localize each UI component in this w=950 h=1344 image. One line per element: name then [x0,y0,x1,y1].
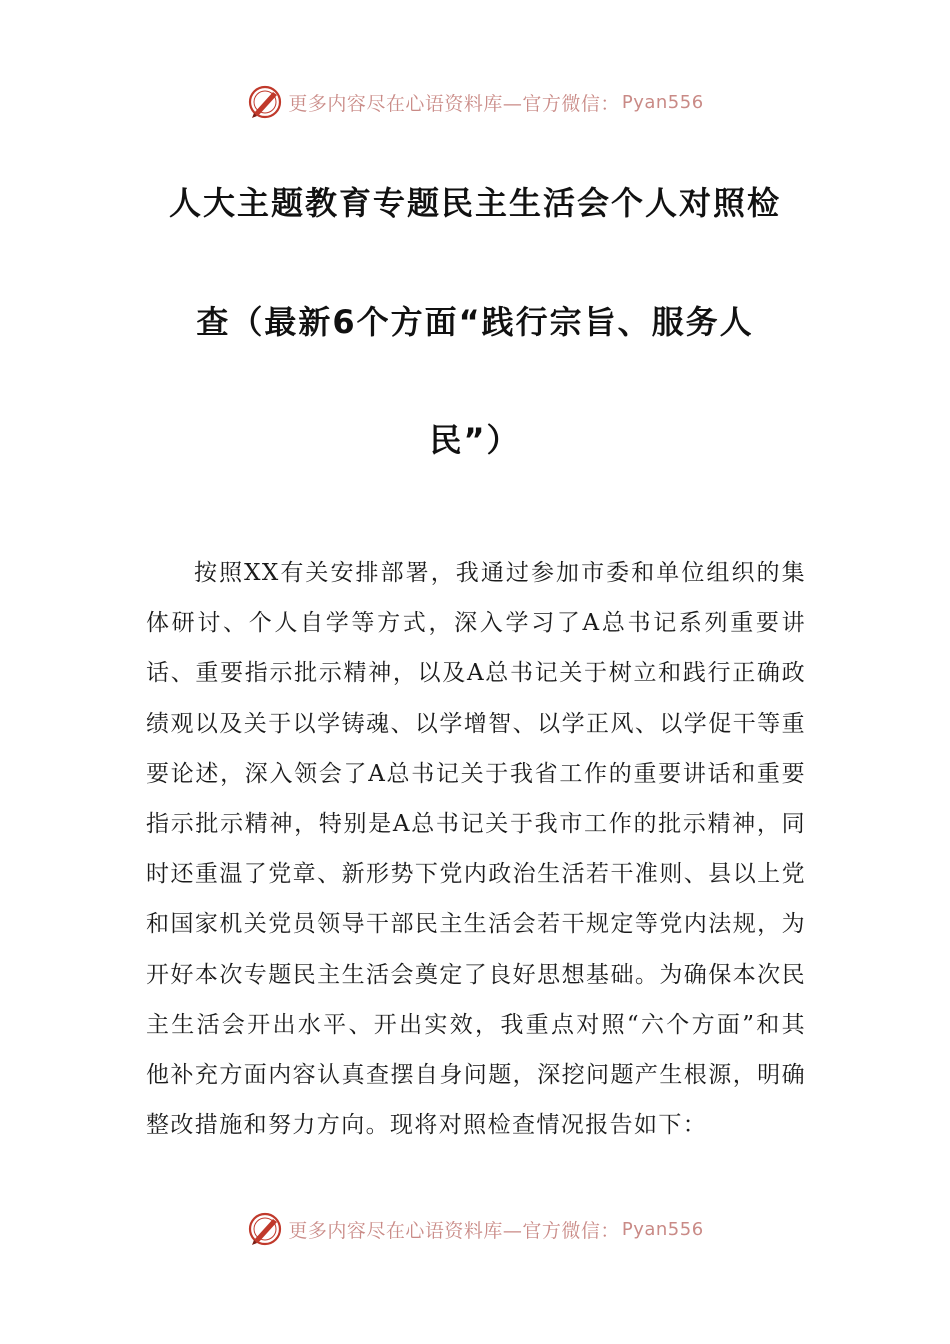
body-paragraph: 按照XX有关安排部署，我通过参加市委和单位组织的集体研讨、个人自学等方式，深入学习了A总书记系列重要讲话、重要指示批示精神，以及A总书记关于树立和践行正确政绩观以及关于以学铸魂、以学增智、以学正风、以学促干等重要论述，深入领会了A总书记关于我省工作的重要讲话和重要指示批示精神，特别是A总书记关于我市工作的批示精神，同时还重温了党章、新形势下党内政治生活若干准则、县以上党和国家机关党员领导干部民主生活会若干规定等党内法规，为开好本次专题民主生活会奠定了良好思想基础。为确保本次民主生活会开出水平、开出实效，我重点对照“六个方面”和其他补充方面内容认真查摆自身问题，深挖问题产生根源，明确整改措施和努力方向。现将对照检查情况报告如下： [146,560,806,1139]
watermark-text: 更多内容尽在心语资料库—官方微信： [288,92,620,115]
pen-logo-icon [246,83,284,121]
document-title-line-3: 民”） [429,421,521,459]
watermark-wechat-id: Pyan556 [621,1218,704,1240]
watermark-text: 更多内容尽在心语资料库—官方微信： [288,1219,620,1242]
document-title-line-2: 查（最新6个方面“践行宗旨、服务人 [196,303,754,341]
document-title-line-1: 人大主题教育专题民主生活会个人对照检 [168,184,781,222]
footer-watermark [0,1209,950,1249]
watermark-wechat-id: Pyan556 [621,91,704,113]
header-watermark [0,82,950,122]
pen-logo-icon [246,1210,284,1248]
